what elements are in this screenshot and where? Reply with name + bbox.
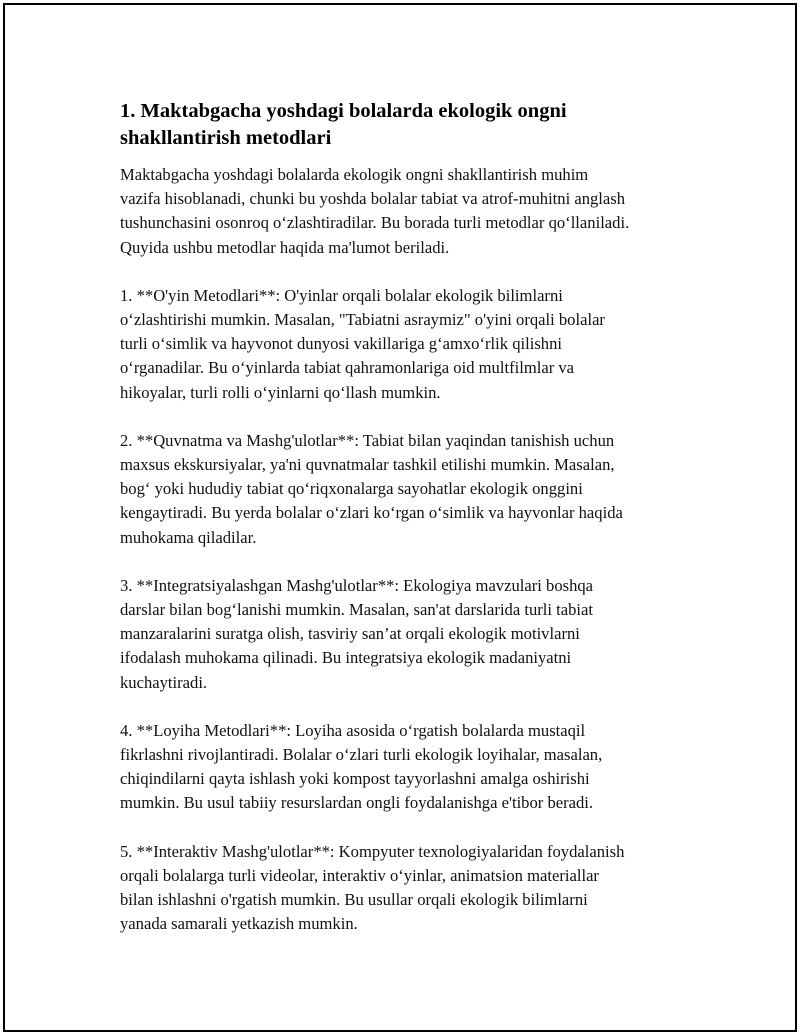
paragraph-integrated-lessons: 3. **Integratsiyalashgan Mashg'ulotlar**: Ekologiya mavzulari boshqa darslar bilan bog‘lanishi mumkin. Masalan, san'at darslarida turli tabiat manzaralarini suratga olish, tasviriy san’at orqali ekologik motivlarni ifodalash muhokama qilinadi. Bu integratsiya ekologik madaniyatni kuchaytiradi. [120, 575, 594, 692]
paragraph-interactive-lessons: 5. **Interaktiv Mashg'ulotlar**: Kompyuter texnologiyalaridan foydalanish orqali bolalarga turli videolar, interaktiv o‘yinlar, animatsion materiallar bilan ishlashni o'rgatish mumkin. Bu usullar orqali ekologik bilimlarni yanada samarali yetkazish mumkin. [120, 841, 625, 934]
paragraph-game-methods: 1. **O'yin Metodlari**: O'yinlar orqali bolalar ekologik bilimlarni o‘zlashtirishi mumkin. Masalan, "Tabiatni asraymiz" o'yini orqali bolalar turli o‘simlik va hayvonot dunyosi vakillariga g‘amxo‘rlik qilishni o‘rganadilar. Bu o‘yinlarda tabiat qahramonlariga oid multfilmlar va hikoyalar, turli rolli o‘yinlarni qo‘llash mumkin. [120, 285, 605, 402]
document-body [120, 98, 700, 960]
intro-paragraph: Maktabgacha yoshdagi bolalarda ekologik ongni shakllantirish muhim vazifa hisoblanadi, chunki bu yoshda bolalar tabiat va atrof-muhitni anglash tushunchasini osonroq o‘zlashtiradilar. Bu borada turli metodlar qo‘llaniladi. Quyida ushbu metodlar haqida ma'lumot beriladi. [120, 165, 630, 257]
paragraph-project-methods: 4. **Loyiha Metodlari**: Loyiha asosida o‘rgatish bolalarda mustaqil fikrlashni rivojlantiradi. Bolalar o‘zlari turli ekologik loyihalar, masalan, chiqindilarni qayta ishlash yoki kompost tayyorlashni amalga oshirishi mumkin. Bu usul tabiiy resurslardan ongli foydalanishga e'tibor beradi. [120, 720, 603, 813]
page-frame [3, 3, 797, 1032]
document-title: 1. Maktabgacha yoshdagi bolalarda ekologik ongni shakllantirish metodlari [120, 100, 567, 149]
paragraph-excursions: 2. **Quvnatma va Mashg'ulotlar**: Tabiat bilan yaqindan tanishish uchun maxsus ekskursiyalar, ya'ni quvnatmalar tashkil etilishi mumkin. Masalan, bog‘ yoki hududiy tabiat qo‘riqxonalarga sayohatlar ekologik onggini kengaytiradi. Bu yerda bolalar o‘zlari ko‘rgan o‘simlik va hayvonlar haqida muhokama qiladilar. [120, 430, 623, 547]
